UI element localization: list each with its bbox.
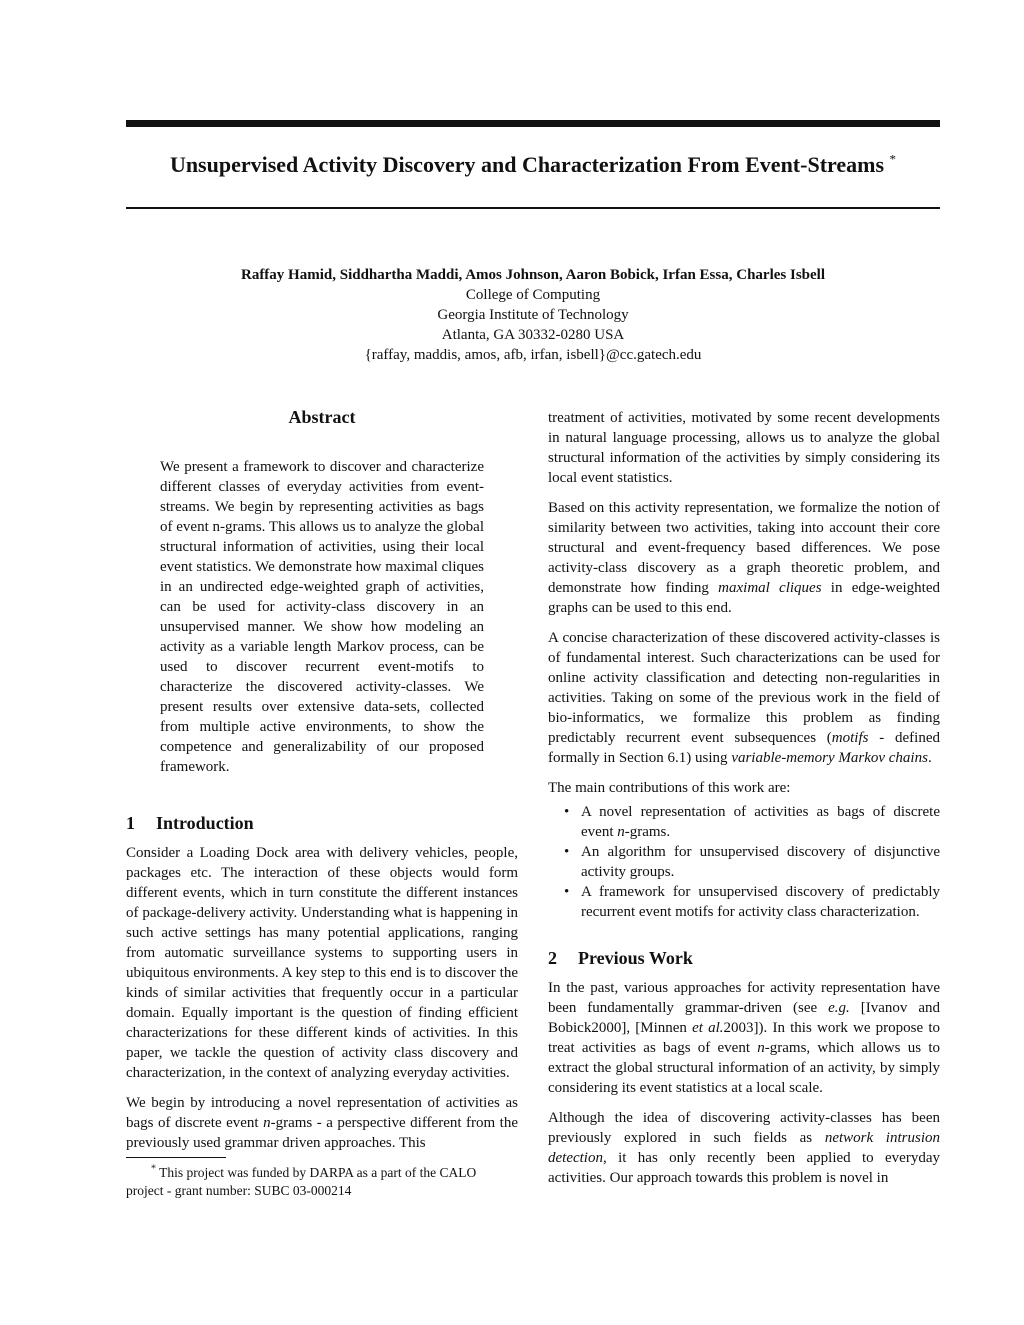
list-item: [548, 882, 940, 922]
top-thick-rule: [126, 120, 940, 127]
footnote-line: project - grant number: SUBC 03-000214: [126, 1183, 352, 1198]
text-run: .: [927, 750, 932, 766]
previous-work-paragraph-1: [548, 978, 940, 1098]
author-block: [126, 265, 940, 365]
text-run: -grams, which allows us to extract the global structural information of an activity, by simply considering its event statistics at a local scale.: [548, 1040, 940, 1096]
right-column: [548, 408, 940, 1198]
emphasis: et al.: [692, 1020, 724, 1036]
emphasis: motifs: [831, 730, 869, 746]
text-run: We begin by introducing a novel representation of activities as bags of discrete event: [126, 1095, 518, 1131]
left-column: [126, 402, 518, 1200]
author-emails: {raffay, maddis, amos, afb, irfan, isbell}@cc.gatech.edu: [364, 347, 702, 363]
author-names: Raffay Hamid, Siddhartha Maddi, Amos Johnson, Aaron Bobick, Irfan Essa, Charles Isbell: [240, 267, 825, 283]
text-run: Although the idea of discovering activity-classes has been previously explored in such fields as: [548, 1110, 940, 1146]
footnote-rule: [126, 1157, 226, 1158]
contributions-intro: The main contributions of this work are:: [548, 780, 791, 796]
section-title: Introduction: [156, 813, 254, 833]
section-number: 2: [548, 948, 557, 968]
footnote-line: This project was funded by DARPA as a part of the CALO: [159, 1165, 477, 1180]
affiliation-line: College of Computing: [465, 287, 601, 303]
footnote-mark: *: [151, 1163, 156, 1175]
title-bottom-rule: [126, 207, 940, 209]
text-run: -grams - a perspective different from the previously used grammar driven approaches. This: [126, 1115, 518, 1151]
section-heading-previous-work: [548, 946, 940, 970]
emphasis: variable-memory Markov chains: [731, 750, 928, 766]
previous-work-paragraph-2: [548, 1108, 940, 1188]
paper-title: [126, 150, 940, 180]
text-run: A framework for unsupervised discovery of predictably recurrent event motifs for activity class characterization.: [581, 884, 940, 920]
affiliation-line: Atlanta, GA 30332-0280 USA: [441, 327, 625, 343]
section-number: 1: [126, 813, 135, 833]
text-run: -grams.: [624, 824, 671, 840]
section-heading-introduction: [126, 811, 518, 835]
text-run: [Ivanov and Bobick2000], [Minnen: [548, 1000, 940, 1036]
emphasis: network intrusion detection: [548, 1130, 940, 1166]
abstract-text: We present a framework to discover and characterize different classes of everyday activities from event-streams. We begin by representing activities as bags of event n-grams. This allows us to analyze the global structural information of activities, using their local event statistics. We demonstrate how maximal cliques in an undirected edge-weighted graph of activities, can be used for activity-class discovery in an unsupervised manner. We show how modeling an activity as a variable length Markov process, can be used to discover recurrent event-motifs to characterize the discovered activity-classes. We present results over extensive data-sets, collected from multiple active environments, to show the competence and generalizability of our proposed framework.: [160, 459, 484, 775]
text-run: 2003]). In this work we propose to treat activities as bags of event: [548, 1020, 941, 1056]
list-item: [548, 842, 940, 882]
text-run: in edge-weighted graphs can be used to this end.: [548, 580, 940, 616]
text-run: - defined formally in Section 6.1) using: [548, 730, 940, 766]
intro-paragraph-3: treatment of activities, motivated by some recent developments in natural language processing, allows us to analyze the global structural information of the activities by simply considering its local event statistics.: [548, 410, 940, 486]
list-item: [548, 802, 940, 842]
math-n: n: [757, 1040, 765, 1056]
intro-paragraph-5: [548, 628, 940, 768]
affiliation-line: Georgia Institute of Technology: [437, 307, 629, 323]
abstract-heading: Abstract: [288, 407, 356, 427]
footnote: [126, 1164, 518, 1200]
contributions-list: [548, 802, 940, 922]
intro-paragraph-4: [548, 498, 940, 618]
emphasis: maximal cliques: [718, 580, 822, 596]
text-run: An algorithm for unsupervised discovery of disjunctive activity groups.: [581, 844, 940, 880]
section-title: Previous Work: [578, 948, 693, 968]
intro-paragraph-1: Consider a Loading Dock area with delivery vehicles, people, packages etc. The interaction of these objects would form different events, which in turn constitute the different instances of package-delivery activity. Understanding what is happening in such active settings has many potential applications, ranging from automatic surveillance systems to supporting users in ubiquitous environments. A key step to this end is to discover the kinds of similar activities that frequently occur in a particular domain. Equally important is the question of finding efficient characterizations for these different kinds of activities. In this paper, we tackle the question of activity class discovery and characterization, in the context of analyzing everyday activities.: [126, 845, 518, 1081]
intro-paragraph-2: [126, 1093, 518, 1153]
emphasis: e.g.: [828, 1000, 850, 1016]
text-run: , it has only recently been applied to everyday activities. Our approach towards this problem is novel in: [548, 1150, 940, 1186]
math-n: n: [263, 1115, 271, 1131]
title-text: Unsupervised Activity Discovery and Characterization From Event-Streams: [169, 152, 885, 177]
title-footnote-mark: *: [889, 151, 897, 167]
text-run: A novel representation of activities as bags of discrete event: [581, 804, 940, 840]
math-n: n: [617, 824, 625, 840]
text-run: A concise characterization of these discovered activity-classes is of fundamental interest. Such characterizations can be used for online activity classification and detecting non-regularities in activities. Taking on some of the previous work in the field of bio-informatics, we formalize this problem as finding predictably recurrent event subsequences (: [548, 630, 940, 746]
text-run: Based on this activity representation, we formalize the notion of similarity between two activities, taking into account their core structural and event-frequency based differences. We pose activity-class discovery as a graph theoretic problem, and demonstrate how finding: [548, 500, 940, 596]
text-run: In the past, various approaches for activity representation have been fundamentally grammar-driven (see: [548, 980, 940, 1016]
